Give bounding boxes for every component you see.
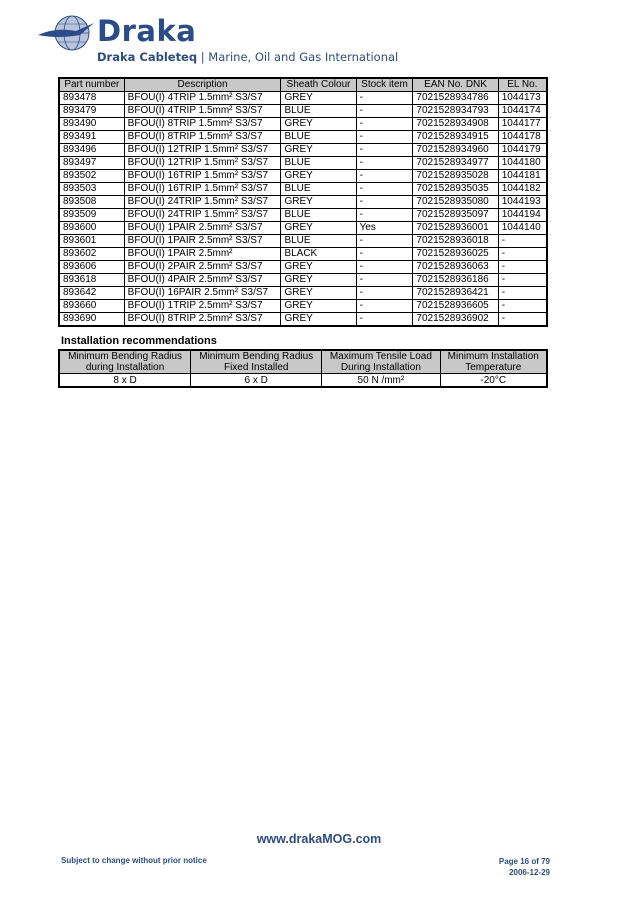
table-row [59,248,547,261]
installation-header-row [59,350,547,374]
column-header: EL No. [498,78,547,92]
el-number-cell: 1044181 [498,170,547,183]
ean-cell: 7021528934786 [413,92,498,105]
part-number-cell: 893503 [59,183,124,196]
sheath-colour-cell: GREY [281,222,356,235]
part-number-cell: 893602 [59,248,124,261]
el-number-cell: 1044182 [498,183,547,196]
table-row [59,131,547,144]
installation-value-cell: 8 x D [59,374,191,388]
description-cell: BFOU(I) 1PAIR 2.5mm² [124,248,281,261]
brand-subtitle [97,50,398,64]
installation-header-line: during Installation [85,362,165,373]
el-number-cell: 1044193 [498,196,547,209]
installation-title: Installation recommendations [61,335,217,347]
sheath-colour-cell: BLUE [281,183,356,196]
stock-item-cell: - [356,196,413,209]
installation-header-line: During Installation [340,362,421,373]
sheath-colour-cell: BLUE [281,131,356,144]
stock-item-cell: - [356,261,413,274]
table-row [59,313,547,327]
description-cell: BFOU(I) 16TRIP 1.5mm² S3/S7 [124,183,281,196]
ean-cell: 7021528935028 [413,170,498,183]
description-cell: BFOU(I) 1PAIR 2.5mm² S3/S7 [124,222,281,235]
installation-table [58,349,548,388]
description-cell: BFOU(I) 4PAIR 2.5mm² S3/S7 [124,274,281,287]
parts-table-body [59,92,547,327]
ean-cell: 7021528935097 [413,209,498,222]
el-number-cell: 1044179 [498,144,547,157]
column-header: EAN No. DNK [413,78,498,92]
part-number-cell: 893497 [59,157,124,170]
ean-cell: 7021528936186 [413,274,498,287]
ean-cell: 7021528934915 [413,131,498,144]
el-number-cell: 1044140 [498,222,547,235]
el-number-cell: - [498,313,547,327]
ean-cell: 7021528936025 [413,248,498,261]
column-header: Stock item [356,78,413,92]
column-header: Sheath Colour [281,78,356,92]
part-number-cell: 893690 [59,313,124,327]
installation-column-header [59,350,191,374]
el-number-cell: - [498,248,547,261]
page-number: Page 16 of 79 [498,857,550,866]
installation-header-line: Fixed Installed [223,362,289,373]
el-number-cell: 1044194 [498,209,547,222]
sheath-colour-cell: BLUE [281,157,356,170]
sheath-colour-cell: GREY [281,287,356,300]
ean-cell: 7021528936421 [413,287,498,300]
description-cell: BFOU(I) 16PAIR 2.5mm² S3/S7 [124,287,281,300]
stock-item-cell: - [356,235,413,248]
el-number-cell: 1044178 [498,131,547,144]
parts-table-header-row [59,78,547,92]
ean-cell: 7021528936001 [413,222,498,235]
column-header: Part number [59,78,124,92]
description-cell: BFOU(I) 24TRIP 1.5mm² S3/S7 [124,209,281,222]
ean-cell: 7021528936902 [413,313,498,327]
stock-item-cell: - [356,300,413,313]
brand-subtitle-rest: | Marine, Oil and Gas International [197,50,399,64]
table-row [59,274,547,287]
ean-cell: 7021528935080 [413,196,498,209]
part-number-cell: 893618 [59,274,124,287]
description-cell: BFOU(I) 2PAIR 2.5mm² S3/S7 [124,261,281,274]
ean-cell: 7021528934977 [413,157,498,170]
stock-item-cell: - [356,118,413,131]
sheath-colour-cell: GREY [281,144,356,157]
installation-value-cell: 6 x D [191,374,322,388]
sheath-colour-cell: GREY [281,261,356,274]
stock-item-cell: - [356,157,413,170]
el-number-cell: 1044174 [498,105,547,118]
sheath-colour-cell: GREY [281,170,356,183]
ean-cell: 7021528934793 [413,105,498,118]
description-cell: BFOU(I) 4TRIP 1.5mm² S3/S7 [124,92,281,105]
stock-item-cell: - [356,105,413,118]
page-info [499,856,550,878]
table-row [59,287,547,300]
ean-cell: 7021528936018 [413,235,498,248]
table-row [59,261,547,274]
stock-item-cell: - [356,313,413,327]
installation-header-line: Minimum Installation [447,351,539,362]
draka-logo-globe-icon [36,13,96,53]
installation-values-row [59,374,547,388]
table-row [59,300,547,313]
description-cell: BFOU(I) 16TRIP 1.5mm² S3/S7 [124,170,281,183]
table-row [59,196,547,209]
stock-item-cell: Yes [356,222,413,235]
installation-column-header [191,350,322,374]
brand-subtitle-bold: Draka Cableteq [97,50,198,64]
el-number-cell: 1044177 [498,118,547,131]
sheath-colour-cell: GREY [281,274,356,287]
description-cell: BFOU(I) 8TRIP 1.5mm² S3/S7 [124,118,281,131]
column-header: Description [124,78,281,92]
part-number-cell: 893642 [59,287,124,300]
brand-name: Draka [97,14,197,48]
ean-cell: 7021528934960 [413,144,498,157]
part-number-cell: 893600 [59,222,124,235]
sheath-colour-cell: BLACK [281,248,356,261]
el-number-cell: 1044173 [498,92,547,105]
sheath-colour-cell: GREY [281,313,356,327]
description-cell: BFOU(I) 8TRIP 1.5mm² S3/S7 [124,131,281,144]
stock-item-cell: - [356,287,413,300]
table-row [59,222,547,235]
installation-value-cell: -20°C [440,374,547,388]
installation-column-header [440,350,547,374]
parts-table [58,77,548,327]
description-cell: BFOU(I) 4TRIP 1.5mm² S3/S7 [124,105,281,118]
sheath-colour-cell: BLUE [281,235,356,248]
table-row [59,92,547,105]
part-number-cell: 893502 [59,170,124,183]
el-number-cell: - [498,261,547,274]
table-row [59,183,547,196]
sheath-colour-cell: GREY [281,196,356,209]
website-link[interactable]: www.drakaMOG.com [256,832,382,846]
el-number-cell: - [498,274,547,287]
stock-item-cell: - [356,131,413,144]
el-number-cell: - [498,300,547,313]
table-row [59,105,547,118]
table-row [59,144,547,157]
stock-item-cell: - [356,170,413,183]
table-row [59,157,547,170]
stock-item-cell: - [356,274,413,287]
stock-item-cell: - [356,209,413,222]
installation-header-line: Temperature [465,362,522,373]
stock-item-cell: - [356,92,413,105]
sheath-colour-cell: BLUE [281,105,356,118]
stock-item-cell: - [356,183,413,196]
sheath-colour-cell: GREY [281,92,356,105]
part-number-cell: 893601 [59,235,124,248]
ean-cell: 7021528936605 [413,300,498,313]
installation-column-header [322,350,440,374]
part-number-cell: 893478 [59,92,124,105]
part-number-cell: 893509 [59,209,124,222]
installation-header-line: Maximum Tensile Load [329,351,432,362]
table-row [59,118,547,131]
change-notice: Subject to change without prior notice [61,856,207,865]
part-number-cell: 893508 [59,196,124,209]
part-number-cell: 893491 [59,131,124,144]
ean-cell: 7021528934908 [413,118,498,131]
description-cell: BFOU(I) 24TRIP 1.5mm² S3/S7 [124,196,281,209]
part-number-cell: 893496 [59,144,124,157]
sheath-colour-cell: BLUE [281,209,356,222]
document-date: 2006-12-29 [509,868,550,877]
stock-item-cell: - [356,144,413,157]
sheath-colour-cell: GREY [281,118,356,131]
el-number-cell: - [498,235,547,248]
installation-header-line: Minimum Bending Radius [199,351,314,362]
el-number-cell: 1044180 [498,157,547,170]
el-number-cell: - [498,287,547,300]
sheath-colour-cell: GREY [281,300,356,313]
description-cell: BFOU(I) 12TRIP 1.5mm² S3/S7 [124,157,281,170]
part-number-cell: 893606 [59,261,124,274]
stock-item-cell: - [356,248,413,261]
table-row [59,235,547,248]
part-number-cell: 893490 [59,118,124,131]
installation-header-line: Minimum Bending Radius [68,351,183,362]
part-number-cell: 893479 [59,105,124,118]
description-cell: BFOU(I) 12TRIP 1.5mm² S3/S7 [124,144,281,157]
part-number-cell: 893660 [59,300,124,313]
table-row [59,170,547,183]
ean-cell: 7021528936063 [413,261,498,274]
description-cell: BFOU(I) 1TRIP 2.5mm² S3/S7 [124,300,281,313]
table-row [59,209,547,222]
description-cell: BFOU(I) 8TRIP 2.5mm² S3/S7 [124,313,281,327]
installation-value-cell: 50 N /mm² [322,374,440,388]
ean-cell: 7021528935035 [413,183,498,196]
description-cell: BFOU(I) 1PAIR 2.5mm² S3/S7 [124,235,281,248]
